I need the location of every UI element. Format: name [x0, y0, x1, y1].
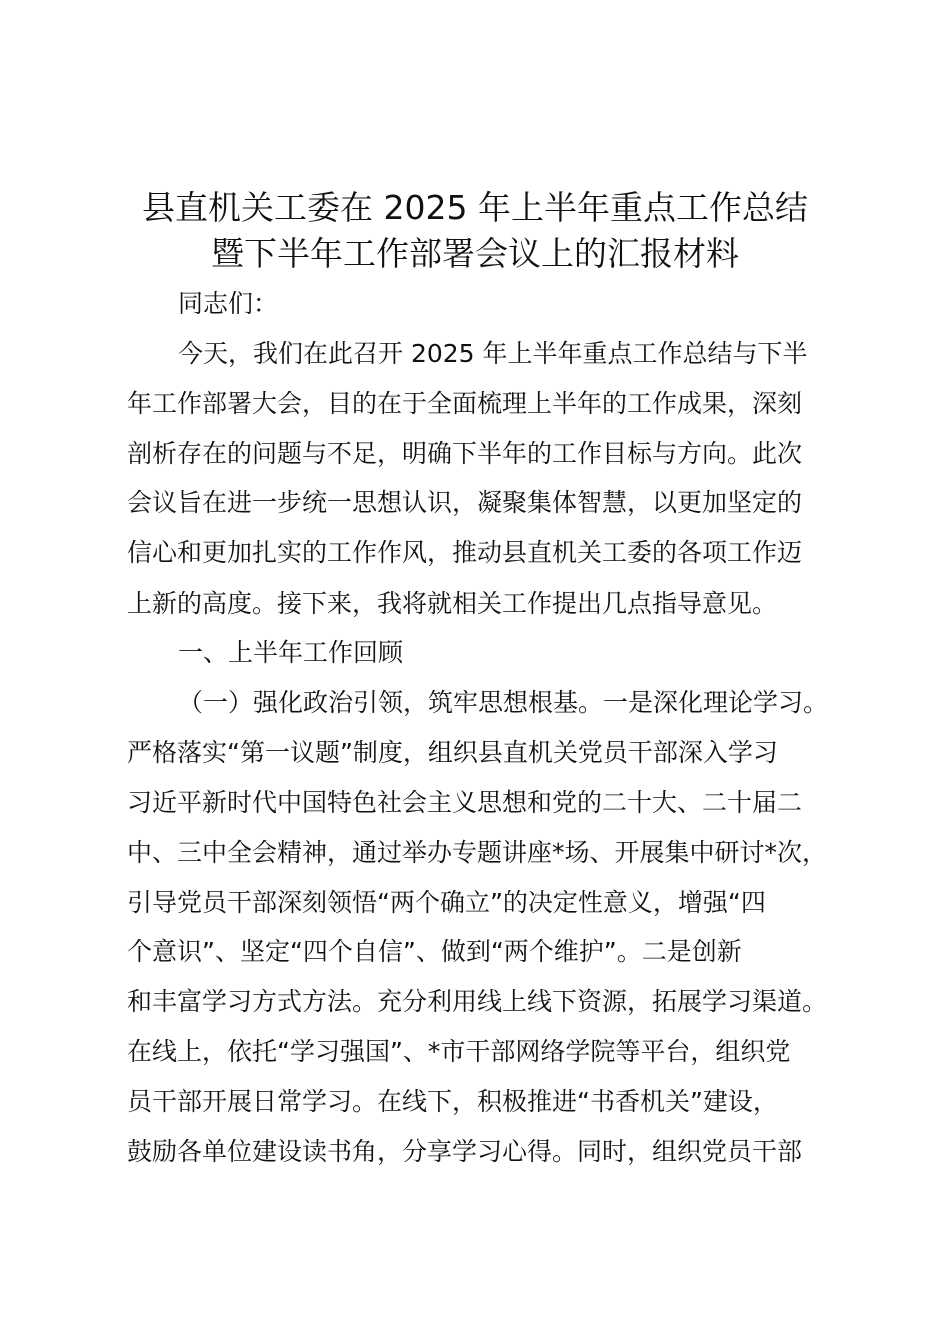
section-heading: 一、上半年工作回顾	[178, 638, 404, 667]
paragraph-line: 在线上，依托“学习强国”、*市干部网络学院等平台，组织党	[127, 1037, 791, 1066]
salutation: 同志们：	[178, 289, 279, 318]
paragraph-line: 年工作部署大会，目的在于全面梳理上半年的工作成果，深刻	[127, 389, 803, 418]
paragraph-line: （一）强化政治引领，筑牢思想根基。一是深化理论学习。	[178, 688, 829, 717]
document-title-line-1: 县直机关工委在 2025 年上半年重点工作总结	[142, 188, 808, 227]
paragraph-line: 剖析存在的问题与不足，明确下半年的工作目标与方向。此次	[127, 439, 803, 468]
paragraph-line: 鼓励各单位建设读书角，分享学习心得。同时，组织党员干部	[127, 1137, 803, 1166]
paragraph-line: 和丰富学习方式方法。充分利用线上线下资源，拓展学习渠道。	[127, 987, 828, 1016]
paragraph-line: 信心和更加扎实的工作作风，推动县直机关工委的各项工作迈	[127, 538, 803, 567]
paragraph-line: 个意识”、坚定“四个自信”、做到“两个维护”。二是创新	[127, 937, 742, 966]
paragraph-line: 会议旨在进一步统一思想认识，凝聚集体智慧，以更加坚定的	[127, 488, 803, 517]
paragraph-line: 严格落实“第一议题”制度，组织县直机关党员干部深入学习	[127, 738, 778, 767]
paragraph-line: 中、三中全会精神，通过举办专题讲座*场、开展集中研讨*次，	[127, 838, 828, 867]
paragraph-line: 员干部开展日常学习。在线下，积极推进“书香机关”建设，	[127, 1087, 778, 1116]
paragraph-line: 引导党员干部深刻领悟“两个确立”的决定性意义，增强“四	[127, 888, 766, 917]
paragraph-line: 上新的高度。接下来，我将就相关工作提出几点指导意见。	[127, 589, 778, 618]
paragraph-line: 今天，我们在此召开 2025 年上半年重点工作总结与下半	[178, 339, 808, 368]
document-title-line-2: 暨下半年工作部署会议上的汇报材料	[211, 234, 739, 273]
paragraph-line: 习近平新时代中国特色社会主义思想和党的二十大、二十届二	[127, 788, 803, 817]
